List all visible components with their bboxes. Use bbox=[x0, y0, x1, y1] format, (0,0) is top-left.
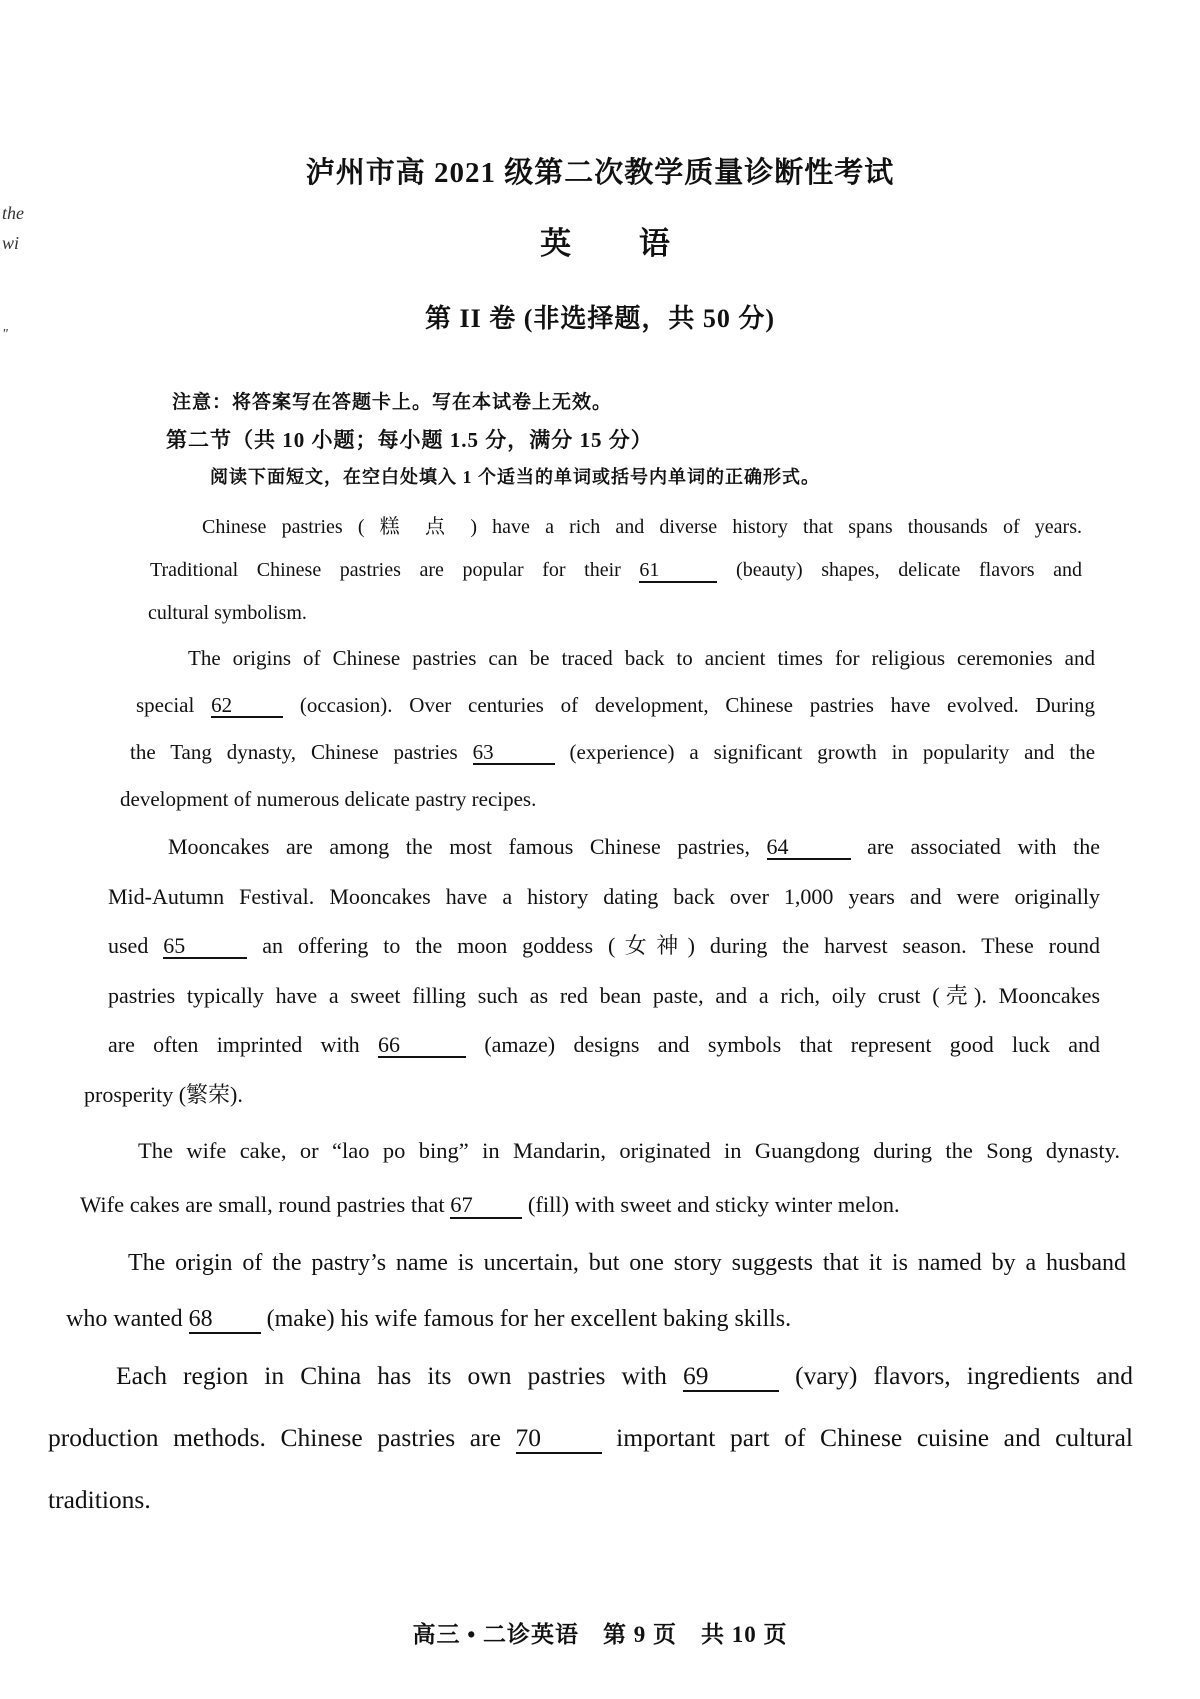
blank-65[interactable]: 65 bbox=[163, 934, 247, 959]
passage-paragraph-1 bbox=[148, 506, 1082, 635]
passage-paragraph-4 bbox=[80, 1124, 1120, 1232]
passage-text: (vary) flavors, ingredients and bbox=[795, 1361, 1134, 1390]
margin-fragment-1: the bbox=[2, 203, 24, 223]
instructions-text: 阅读下面短文，在空白处填入 1 个适当的单词或括号内单词的正确形式。 bbox=[210, 467, 820, 487]
blank-64[interactable]: 64 bbox=[767, 835, 851, 860]
passage-line: Chinese pastries ( 糕 点 ) have a rich and diverse history that spans thousands of years. bbox=[202, 516, 1082, 538]
passage-line bbox=[80, 1178, 1120, 1232]
passage-line bbox=[120, 682, 1095, 729]
passage-text: important part of Chinese cuisine and cultural bbox=[616, 1423, 1133, 1452]
blank-66[interactable]: 66 bbox=[378, 1033, 466, 1058]
passage-line: pastries typically have a sweet filling such as red bean paste, and a rich, oily crust (壳). Mooncakes bbox=[108, 982, 1100, 1008]
margin-fragment-3: " bbox=[2, 327, 8, 342]
passage-paragraph-5 bbox=[66, 1235, 1126, 1347]
passage-line bbox=[108, 921, 1100, 971]
passage-text: are associated with the bbox=[867, 834, 1100, 859]
passage-text: Each region in China has its own pastries with bbox=[116, 1361, 667, 1390]
passage-paragraph-2 bbox=[120, 635, 1095, 823]
passage-text: used bbox=[108, 933, 149, 958]
blank-70[interactable]: 70 bbox=[516, 1425, 602, 1454]
passage-text: Traditional Chinese pastries are popular for their bbox=[150, 559, 621, 581]
margin-fragment-2: wi bbox=[2, 233, 20, 253]
blank-62[interactable]: 62 bbox=[211, 694, 283, 718]
passage-text: (experience) a significant growth in popularity and the bbox=[569, 740, 1096, 764]
passage-line bbox=[48, 1407, 1133, 1469]
passage-line bbox=[48, 1345, 1133, 1407]
section2-heading: 第二节（共 10 小题；每小题 1.5 分，满分 15 分） bbox=[166, 428, 653, 452]
passage-text: (occasion). Over centuries of development, Chinese pastries have evolved. During bbox=[299, 693, 1096, 717]
passage-text: special bbox=[136, 693, 195, 717]
passage-line bbox=[148, 549, 1082, 592]
blank-67[interactable]: 67 bbox=[450, 1193, 522, 1219]
passage-line: Mid-Autumn Festival. Mooncakes have a history dating back over 1,000 years and were originally bbox=[108, 883, 1100, 909]
passage-line: prosperity (繁荣). bbox=[84, 1081, 243, 1107]
notice-text: 注意：将答案写在答题卡上。写在本试卷上无效。 bbox=[172, 392, 613, 413]
passage-line: The origins of Chinese pastries can be traced back to ancient times for religious ceremonies and bbox=[188, 646, 1095, 670]
passage-line: traditions. bbox=[48, 1485, 151, 1514]
page-footer: 高三 • 二诊英语 第 9 页 共 10 页 bbox=[412, 1622, 788, 1647]
passage-paragraph-3 bbox=[84, 822, 1101, 1119]
passage-text: production methods. Chinese pastries are bbox=[48, 1423, 501, 1452]
passage-text: are often imprinted with bbox=[108, 1032, 360, 1057]
passage-line: development of numerous delicate pastry recipes. bbox=[120, 787, 537, 811]
passage-line: cultural symbolism. bbox=[148, 602, 307, 624]
passage-line: The wife cake, or “lao po bing” in Mandarin, originated in Guangdong during the Song dynasty. bbox=[138, 1138, 1120, 1163]
passage-text: an offering to the moon goddess (女神) during the harvest season. These round bbox=[262, 933, 1101, 958]
blank-63[interactable]: 63 bbox=[473, 741, 555, 765]
subject-title: 英 语 bbox=[540, 226, 700, 261]
blank-61[interactable]: 61 bbox=[639, 560, 717, 583]
section-title: 第 II 卷 (非选择题，共 50 分) bbox=[424, 304, 776, 333]
passage-line bbox=[66, 1291, 1126, 1347]
passage-line bbox=[120, 729, 1095, 776]
passage-line: The origin of the pastry’s name is uncertain, but one story suggests that it is named by a husband bbox=[128, 1250, 1126, 1276]
passage-line bbox=[108, 1020, 1100, 1070]
passage-text: (fill) with sweet and sticky winter melon. bbox=[527, 1192, 900, 1217]
passage-text: (beauty) shapes, delicate flavors and bbox=[736, 559, 1083, 581]
passage-text: (make) his wife famous for her excellent baking skills. bbox=[266, 1306, 792, 1332]
passage-paragraph-6 bbox=[48, 1345, 1133, 1531]
blank-68[interactable]: 68 bbox=[189, 1307, 261, 1334]
passage-text: the Tang dynasty, Chinese pastries bbox=[130, 740, 458, 764]
passage-line bbox=[108, 822, 1100, 872]
passage-text: who wanted bbox=[66, 1306, 183, 1332]
exam-title: 泸州市高 2021 级第二次教学质量诊断性考试 bbox=[305, 157, 895, 189]
blank-69[interactable]: 69 bbox=[683, 1363, 779, 1392]
passage-text: Mooncakes are among the most famous Chinese pastries, bbox=[168, 834, 750, 859]
passage-text: Wife cakes are small, round pastries that bbox=[80, 1192, 445, 1217]
passage-text: (amaze) designs and symbols that represent good luck and bbox=[484, 1032, 1101, 1057]
